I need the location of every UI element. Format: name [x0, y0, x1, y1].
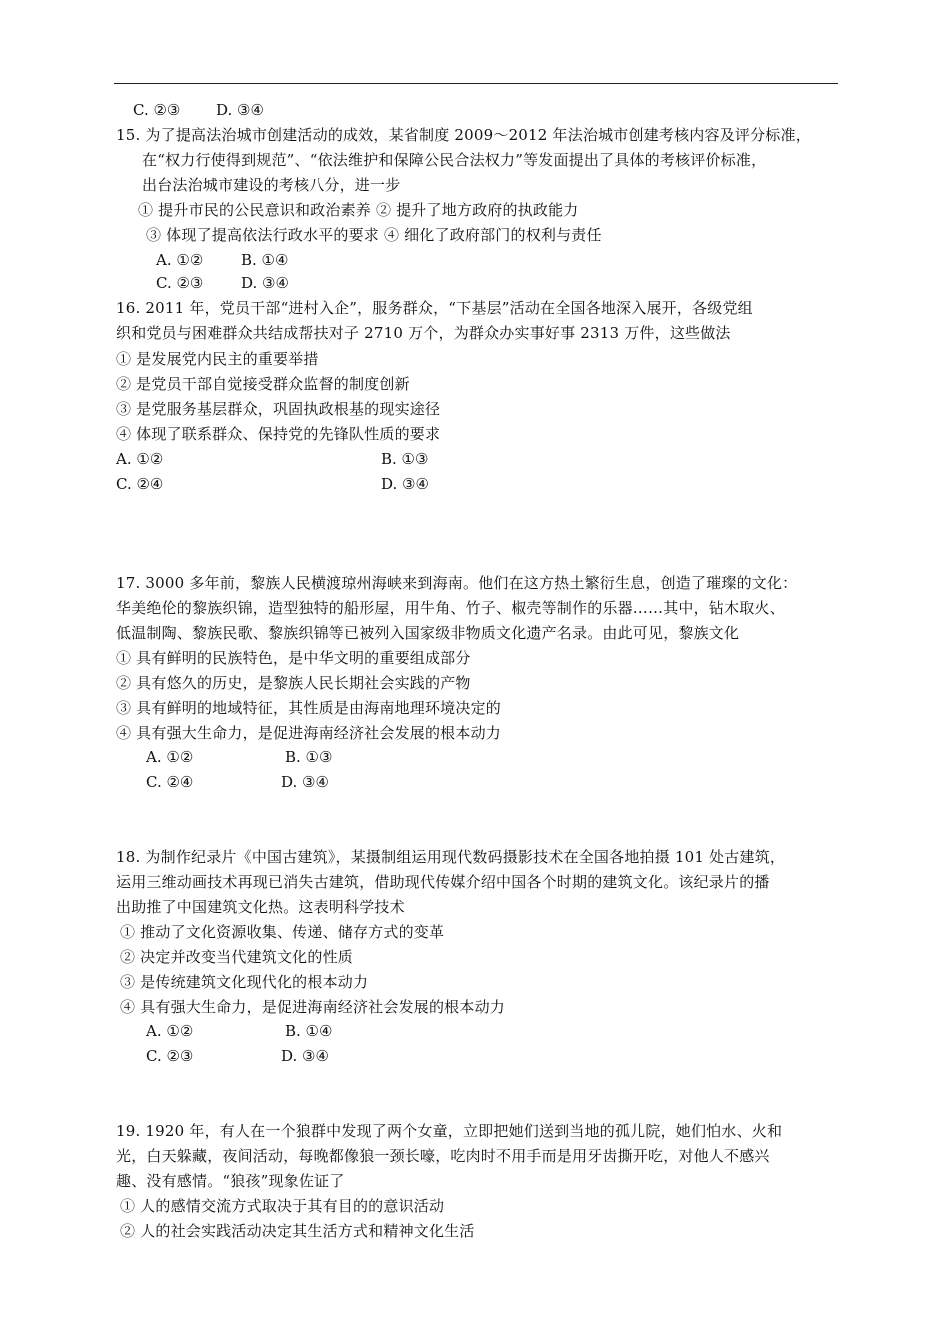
option-d: D. ③④ [281, 773, 329, 791]
option-c: C. ②④ [146, 773, 194, 791]
statement: ③ 是传统建筑文化现代化的根本动力 [120, 973, 369, 991]
question-stem: 趣、没有感情。“狼孩”现象佐证了 [116, 1172, 345, 1190]
question-stem: 织和党员与困难群众共结成帮扶对子 2710 万个，为群众办实事好事 2313 万件，这些做法 [116, 324, 731, 342]
option-c: C. ②③ [156, 274, 204, 292]
statement: ① 是发展党内民主的重要举措 [116, 350, 319, 368]
statement: ④ 具有强大生命力，是促进海南经济社会发展的根本动力 [116, 724, 501, 742]
statement: ① 推动了文化资源收集、传递、储存方式的变革 [120, 923, 445, 941]
question-stem: 运用三维动画技术再现已消失古建筑，借助现代传媒介绍中国各个时期的建筑文化。该纪录片的播 [116, 873, 770, 891]
option-c: C. ②④ [116, 475, 164, 493]
header-rule [114, 83, 838, 84]
option-c: C. ②③ [146, 1047, 194, 1065]
statement: ② 人的社会实践活动决定其生活方式和精神文化生活 [120, 1222, 475, 1240]
option-d: D. ③④ [216, 101, 264, 119]
question-stem: 出台法治城市建设的考核八分，进一步 [142, 176, 401, 194]
option-a: A. ①② [146, 1022, 194, 1040]
statement: ④ 具有强大生命力，是促进海南经济社会发展的根本动力 [120, 998, 505, 1016]
statement: ② 决定并改变当代建筑文化的性质 [120, 948, 353, 966]
statement: ② 具有悠久的历史，是黎族人民长期社会实践的产物 [116, 674, 471, 692]
option-b: B. ①③ [381, 450, 429, 468]
option-b: B. ①④ [285, 1022, 333, 1040]
option-d: D. ③④ [381, 475, 429, 493]
question-stem: 15. 为了提高法治城市创建活动的成效，某省制度 2009～2012 年法治城市创建考核内容及评分标准， [116, 126, 811, 144]
question-stem: 19. 1920 年，有人在一个狼群中发现了两个女童，立即把她们送到当地的孤儿院，她们怕水、火和 [116, 1122, 783, 1140]
question-stem: 18. 为制作纪录片《中国古建筑》，某摄制组运用现代数码摄影技术在全国各地拍摄 101 处古建筑， [116, 848, 786, 866]
statement-row: ① 提升市民的公民意识和政治素养 ② 提升了地方政府的执政能力 [138, 201, 579, 219]
option-a: A. ①② [156, 251, 204, 269]
question-stem: 16. 2011 年，党员干部“进村入企”，服务群众，“下基层”活动在全国各地深入展开，各级党组 [116, 299, 753, 317]
statement: ① 具有鲜明的民族特色，是中华文明的重要组成部分 [116, 649, 471, 667]
statement: ② 是党员干部自觉接受群众监督的制度创新 [116, 375, 410, 393]
statement-row: ③ 体现了提高依法行政水平的要求 ④ 细化了政府部门的权利与责任 [146, 226, 602, 244]
option-b: B. ①④ [241, 251, 289, 269]
question-stem: 出助推了中国建筑文化热。这表明科学技术 [116, 898, 405, 916]
option-c: C. ②③ [133, 101, 181, 119]
statement: ④ 体现了联系群众、保持党的先锋队性质的要求 [116, 425, 441, 443]
question-stem: 17. 3000 多年前，黎族人民横渡琼州海峡来到海南。他们在这方热土繁衍生息，创造了璀璨的文化： [116, 574, 798, 592]
statement: ③ 是党服务基层群众，巩固执政根基的现实途径 [116, 400, 441, 418]
question-stem: 光，白天躲藏，夜间活动，每晚都像狼一颈长嚎，吃肉时不用手而是用牙齿撕开吃，对他人不感兴 [116, 1147, 770, 1165]
statement: ① 人的感情交流方式取决于其有目的的意识活动 [120, 1197, 445, 1215]
question-stem: 华美绝伦的黎族织锦，造型独特的船形屋，用牛角、竹子、椒壳等制作的乐器……其中，钻木取火、 [116, 599, 785, 617]
option-d: D. ③④ [241, 274, 289, 292]
statement: ③ 具有鲜明的地域特征，其性质是由海南地理环境决定的 [116, 699, 501, 717]
option-d: D. ③④ [281, 1047, 329, 1065]
option-b: B. ①③ [285, 748, 333, 766]
option-a: A. ①② [116, 450, 164, 468]
question-stem: 低温制陶、黎族民歌、黎族织锦等已被列入国家级非物质文化遗产名录。由此可见，黎族文化 [116, 624, 740, 642]
option-a: A. ①② [146, 748, 194, 766]
question-stem: 在“权力行使得到规范”、“依法维护和保障公民合法权力”等发面提出了具体的考核评价标准， [142, 151, 767, 169]
